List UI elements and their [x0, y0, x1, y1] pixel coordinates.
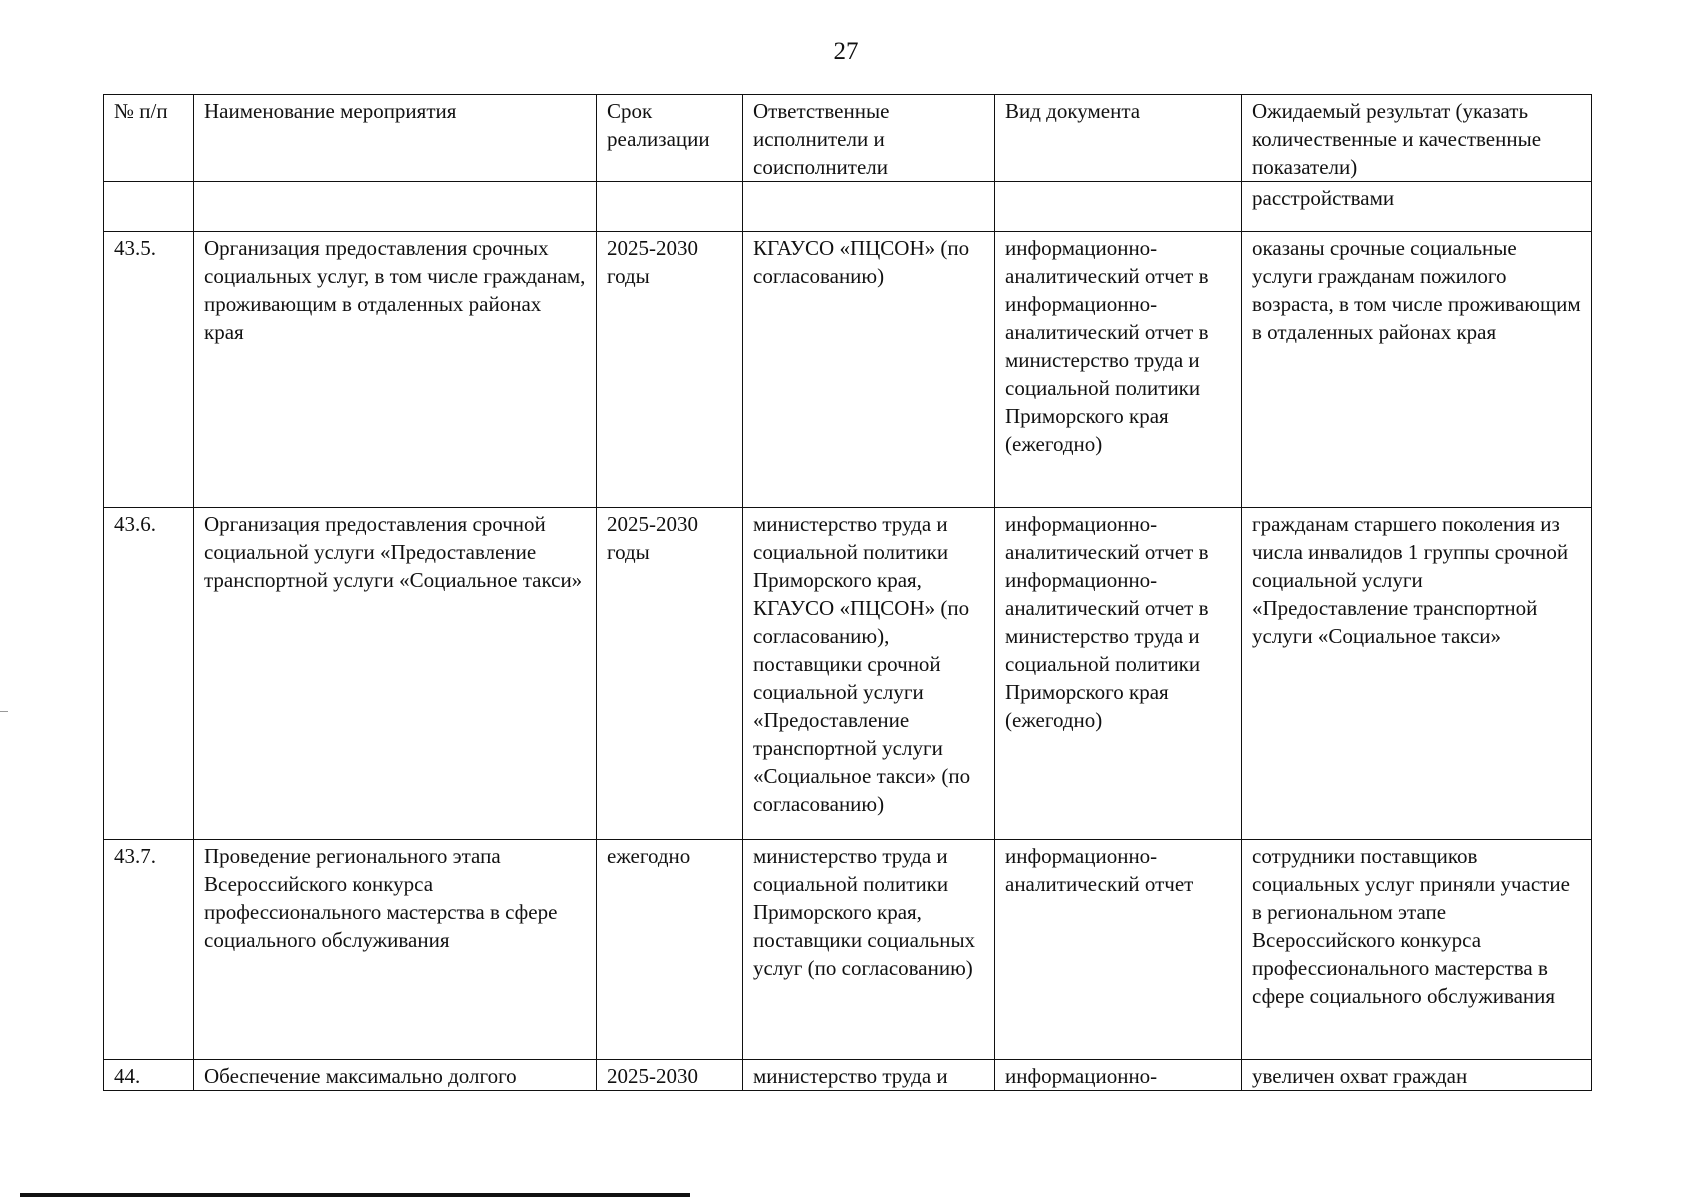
- cell-name: Обеспечение максимально долгого: [194, 1060, 597, 1091]
- cell-name: [194, 182, 597, 232]
- cell-executors: [743, 182, 995, 232]
- header-name: Наименование мероприятия: [194, 95, 597, 182]
- cell-num: 43.6.: [104, 508, 194, 840]
- cell-result: расстройствами: [1242, 182, 1592, 232]
- header-doc-type: Вид документа: [995, 95, 1242, 182]
- cell-doc-type: [995, 182, 1242, 232]
- cell-doc-type: информационно-аналитический отчет в информационно-аналитический отчет в министерство труда и социальной политики Приморского края (ежегодно): [995, 232, 1242, 508]
- cell-result: увеличен охват граждан: [1242, 1060, 1592, 1091]
- cell-result: оказаны срочные социальные услуги гражданам пожилого возраста, в том числе проживающим в отдаленных районах края: [1242, 232, 1592, 508]
- measures-table: [103, 94, 1592, 1091]
- page-number: 27: [833, 38, 859, 65]
- table-row: [104, 1060, 1592, 1091]
- cell-doc-type: информационно-аналитический отчет: [995, 840, 1242, 1060]
- header-executors: Ответственные исполнители и соисполнители: [743, 95, 995, 182]
- cell-doc-type: информационно-: [995, 1060, 1242, 1091]
- table-row: [104, 840, 1592, 1060]
- header-num: № п/п: [104, 95, 194, 182]
- cell-doc-type: информационно-аналитический отчет в информационно-аналитический отчет в министерство труда и социальной политики Приморского края (ежегодно): [995, 508, 1242, 840]
- scan-margin-mark: [0, 711, 8, 712]
- cell-term: [597, 182, 743, 232]
- cell-num: 43.5.: [104, 232, 194, 508]
- cell-term: 2025-2030 годы: [597, 508, 743, 840]
- cell-executors: министерство труда и: [743, 1060, 995, 1091]
- cell-executors: КГАУСО «ПЦСОН» (по согласованию): [743, 232, 995, 508]
- table-row-continuation: [104, 182, 1592, 232]
- cell-name: Организация предоставления срочных социальных услуг, в том числе гражданам, проживающим в отдаленных районах края: [194, 232, 597, 508]
- cell-name: Организация предоставления срочной социальной услуги «Предоставление транспортной услуги «Социальное такси»: [194, 508, 597, 840]
- footer-rule: [20, 1193, 690, 1197]
- header-term: Срок реализации: [597, 95, 743, 182]
- table-header-row: [104, 95, 1592, 182]
- cell-term: 2025-2030: [597, 1060, 743, 1091]
- cell-result: сотрудники поставщиков социальных услуг приняли участие в региональном этапе Всероссийского конкурса профессионального мастерства в сфере социального обслуживания: [1242, 840, 1592, 1060]
- cell-term: 2025-2030 годы: [597, 232, 743, 508]
- cell-executors: министерство труда и социальной политики Приморского края, поставщики социальных услуг (по согласованию): [743, 840, 995, 1060]
- cell-num: [104, 182, 194, 232]
- cell-num: 43.7.: [104, 840, 194, 1060]
- table-row: [104, 508, 1592, 840]
- cell-name: Проведение регионального этапа Всероссийского конкурса профессионального мастерства в сфере социального обслуживания: [194, 840, 597, 1060]
- cell-executors: министерство труда и социальной политики Приморского края, КГАУСО «ПЦСОН» (по согласованию), поставщики срочной социальной услуги «Предоставление транспортной услуги «Социальное такси» (по согласованию): [743, 508, 995, 840]
- cell-result: гражданам старшего поколения из числа инвалидов 1 группы срочной социальной услуги «Предоставление транспортной услуги «Социальное такси»: [1242, 508, 1592, 840]
- table-row: [104, 232, 1592, 508]
- cell-num: 44.: [104, 1060, 194, 1091]
- cell-term: ежегодно: [597, 840, 743, 1060]
- header-result: Ожидаемый результат (указать количественные и качественные показатели): [1242, 95, 1592, 182]
